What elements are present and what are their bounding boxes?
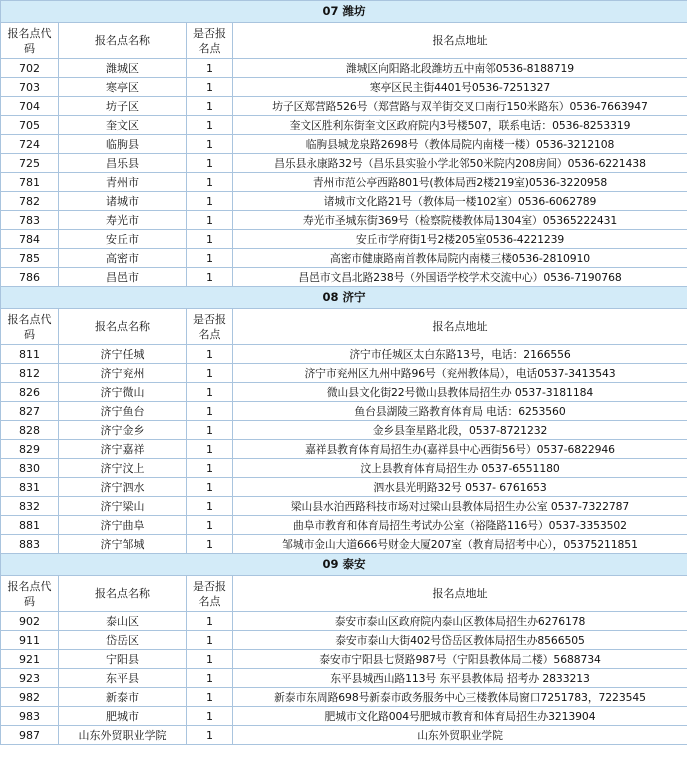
cell-accepts: 1 [187,707,233,726]
cell-code: 784 [1,230,59,249]
column-header-address: 报名点地址 [233,23,687,59]
table-row [1,669,687,688]
table-row [1,154,687,173]
cell-code: 702 [1,59,59,78]
column-header-name: 报名点名称 [59,576,187,612]
cell-address: 泰安市泰山大街402号岱岳区教体局招生办8566505 [233,631,687,650]
cell-accepts: 1 [187,726,233,745]
table-row [1,402,687,421]
cell-address: 青州市范公亭西路801号(教体局西2楼219室)0536-3220958 [233,173,687,192]
cell-address: 潍城区向阳路北段潍坊五中南邻0536-8188719 [233,59,687,78]
column-header-row [1,576,687,612]
table-row [1,612,687,631]
cell-accepts: 1 [187,459,233,478]
column-header-accepts: 是否报名点 [187,576,233,612]
cell-code: 826 [1,383,59,402]
cell-address: 济宁市任城区太白东路13号，电话：2166556 [233,345,687,364]
cell-address: 鱼台县湖陵三路教育体育局 电话：6253560 [233,402,687,421]
cell-address: 寒亭区民主街4401号0536-7251327 [233,78,687,97]
table-row [1,421,687,440]
cell-code: 921 [1,650,59,669]
cell-code: 811 [1,345,59,364]
table-row [1,516,687,535]
table-row [1,535,687,554]
column-header-name: 报名点名称 [59,23,187,59]
cell-address: 济宁市兖州区九州中路96号（兖州教体局），电话0537-3413543 [233,364,687,383]
column-header-accepts: 是否报名点 [187,23,233,59]
cell-accepts: 1 [187,650,233,669]
cell-accepts: 1 [187,383,233,402]
column-header-code: 报名点代码 [1,576,59,612]
cell-name: 肥城市 [59,707,187,726]
table-row [1,192,687,211]
cell-code: 781 [1,173,59,192]
column-header-code: 报名点代码 [1,23,59,59]
cell-address: 高密市健康路南首教体局院内南楼三楼0536-2810910 [233,249,687,268]
cell-accepts: 1 [187,173,233,192]
cell-address: 东平县城西山路113号 东平县教体局 招考办 2833213 [233,669,687,688]
cell-code: 782 [1,192,59,211]
cell-name: 山东外贸职业学院 [59,726,187,745]
section-header [1,1,687,23]
cell-code: 827 [1,402,59,421]
cell-code: 829 [1,440,59,459]
cell-accepts: 1 [187,497,233,516]
cell-name: 昌邑市 [59,268,187,287]
cell-address: 嘉祥县教育体育局招生办(嘉祥县中心西街56号）0537-6822946 [233,440,687,459]
cell-name: 济宁金乡 [59,421,187,440]
table-row [1,59,687,78]
cell-address: 汶上县教育体育局招生办 0537-6551180 [233,459,687,478]
cell-accepts: 1 [187,612,233,631]
section-title: 07 潍坊 [1,1,687,23]
table-row [1,707,687,726]
cell-address: 泗水县光明路32号 0537- 6761653 [233,478,687,497]
section-header [1,554,687,576]
table-row [1,478,687,497]
cell-name: 宁阳县 [59,650,187,669]
cell-name: 临朐县 [59,135,187,154]
cell-name: 寿光市 [59,211,187,230]
cell-code: 987 [1,726,59,745]
cell-accepts: 1 [187,688,233,707]
column-header-code: 报名点代码 [1,309,59,345]
cell-accepts: 1 [187,345,233,364]
table-body [1,1,687,745]
cell-name: 诸城市 [59,192,187,211]
table-row [1,249,687,268]
cell-name: 济宁微山 [59,383,187,402]
column-header-row [1,23,687,59]
section-title: 08 济宁 [1,287,687,309]
cell-name: 东平县 [59,669,187,688]
table-row [1,230,687,249]
cell-code: 830 [1,459,59,478]
cell-name: 济宁梁山 [59,497,187,516]
cell-name: 高密市 [59,249,187,268]
cell-name: 昌乐县 [59,154,187,173]
cell-accepts: 1 [187,116,233,135]
cell-code: 786 [1,268,59,287]
cell-code: 911 [1,631,59,650]
cell-accepts: 1 [187,478,233,497]
cell-name: 泰山区 [59,612,187,631]
table-row [1,211,687,230]
table-row [1,383,687,402]
cell-accepts: 1 [187,211,233,230]
cell-accepts: 1 [187,135,233,154]
cell-address: 临朐县城龙泉路2698号（教体局院内南楼一楼）0536-3212108 [233,135,687,154]
cell-address: 诸城市文化路21号（教体局一楼102室）0536-6062789 [233,192,687,211]
cell-accepts: 1 [187,516,233,535]
cell-address: 微山县文化街22号微山县教体局招生办 0537-3181184 [233,383,687,402]
cell-code: 724 [1,135,59,154]
cell-name: 济宁泗水 [59,478,187,497]
cell-name: 奎文区 [59,116,187,135]
table-row [1,726,687,745]
cell-name: 岱岳区 [59,631,187,650]
table-row [1,459,687,478]
cell-code: 902 [1,612,59,631]
cell-accepts: 1 [187,192,233,211]
cell-address: 梁山县水泊西路科技市场对过梁山县教体局招生办公室 0537-7322787 [233,497,687,516]
cell-accepts: 1 [187,421,233,440]
table-row [1,268,687,287]
table-row [1,345,687,364]
cell-accepts: 1 [187,97,233,116]
cell-code: 832 [1,497,59,516]
cell-name: 坊子区 [59,97,187,116]
column-header-row [1,309,687,345]
cell-address: 安丘市学府街1号2楼205室0536-4221239 [233,230,687,249]
cell-code: 983 [1,707,59,726]
cell-code: 785 [1,249,59,268]
table-row [1,78,687,97]
cell-accepts: 1 [187,230,233,249]
cell-address: 邹城市金山大道666号财金大厦207室（教育局招考中心），05375211851 [233,535,687,554]
table-row [1,497,687,516]
cell-code: 828 [1,421,59,440]
cell-accepts: 1 [187,402,233,421]
cell-name: 寒亭区 [59,78,187,97]
cell-code: 725 [1,154,59,173]
cell-address: 山东外贸职业学院 [233,726,687,745]
cell-code: 982 [1,688,59,707]
table-row [1,364,687,383]
cell-code: 704 [1,97,59,116]
cell-address: 泰安市泰山区政府院内泰山区教体局招生办6276178 [233,612,687,631]
table-row [1,116,687,135]
cell-code: 705 [1,116,59,135]
cell-address: 奎文区胜利东街奎文区政府院内3号楼507，联系电话：0536-8253319 [233,116,687,135]
cell-accepts: 1 [187,440,233,459]
column-header-address: 报名点地址 [233,309,687,345]
table-row [1,173,687,192]
cell-name: 青州市 [59,173,187,192]
table-row [1,440,687,459]
cell-accepts: 1 [187,631,233,650]
cell-address: 泰安市宁阳县七贤路987号（宁阳县教体局二楼）5688734 [233,650,687,669]
cell-name: 潍城区 [59,59,187,78]
cell-code: 812 [1,364,59,383]
table-row [1,135,687,154]
cell-accepts: 1 [187,268,233,287]
cell-name: 济宁兖州 [59,364,187,383]
section-header [1,287,687,309]
column-header-address: 报名点地址 [233,576,687,612]
column-header-accepts: 是否报名点 [187,309,233,345]
cell-address: 曲阜市教育和体育局招生考试办公室（裕隆路116号）0537-3353502 [233,516,687,535]
cell-address: 金乡县奎星路北段，0537-8721232 [233,421,687,440]
cell-accepts: 1 [187,364,233,383]
cell-name: 济宁曲阜 [59,516,187,535]
cell-address: 肥城市文化路004号肥城市教育和体育局招生办3213904 [233,707,687,726]
cell-code: 883 [1,535,59,554]
column-header-name: 报名点名称 [59,309,187,345]
cell-accepts: 1 [187,78,233,97]
cell-accepts: 1 [187,535,233,554]
cell-name: 新泰市 [59,688,187,707]
cell-address: 昌邑市文昌北路238号（外国语学校学术交流中心）0536-7190768 [233,268,687,287]
cell-code: 923 [1,669,59,688]
cell-code: 703 [1,78,59,97]
table-row [1,97,687,116]
cell-name: 济宁汶上 [59,459,187,478]
cell-accepts: 1 [187,669,233,688]
cell-accepts: 1 [187,154,233,173]
section-title: 09 泰安 [1,554,687,576]
cell-address: 新泰市东周路698号新泰市政务服务中心三楼教体局窗口7251783，7223545 [233,688,687,707]
cell-name: 济宁任城 [59,345,187,364]
cell-name: 济宁邹城 [59,535,187,554]
cell-accepts: 1 [187,249,233,268]
table-row [1,688,687,707]
cell-accepts: 1 [187,59,233,78]
cell-address: 昌乐县永康路32号（昌乐县实验小学北邻50米院内208房间）0536-6221438 [233,154,687,173]
cell-code: 783 [1,211,59,230]
cell-address: 寿光市圣城东街369号（检察院楼教体局1304室）05365222431 [233,211,687,230]
cell-name: 济宁鱼台 [59,402,187,421]
cell-code: 831 [1,478,59,497]
cell-code: 881 [1,516,59,535]
table-row [1,631,687,650]
cell-name: 济宁嘉祥 [59,440,187,459]
table-row [1,650,687,669]
cell-address: 坊子区郑营路526号（郑营路与双羊街交叉口南行150米路东）0536-7663947 [233,97,687,116]
cell-name: 安丘市 [59,230,187,249]
